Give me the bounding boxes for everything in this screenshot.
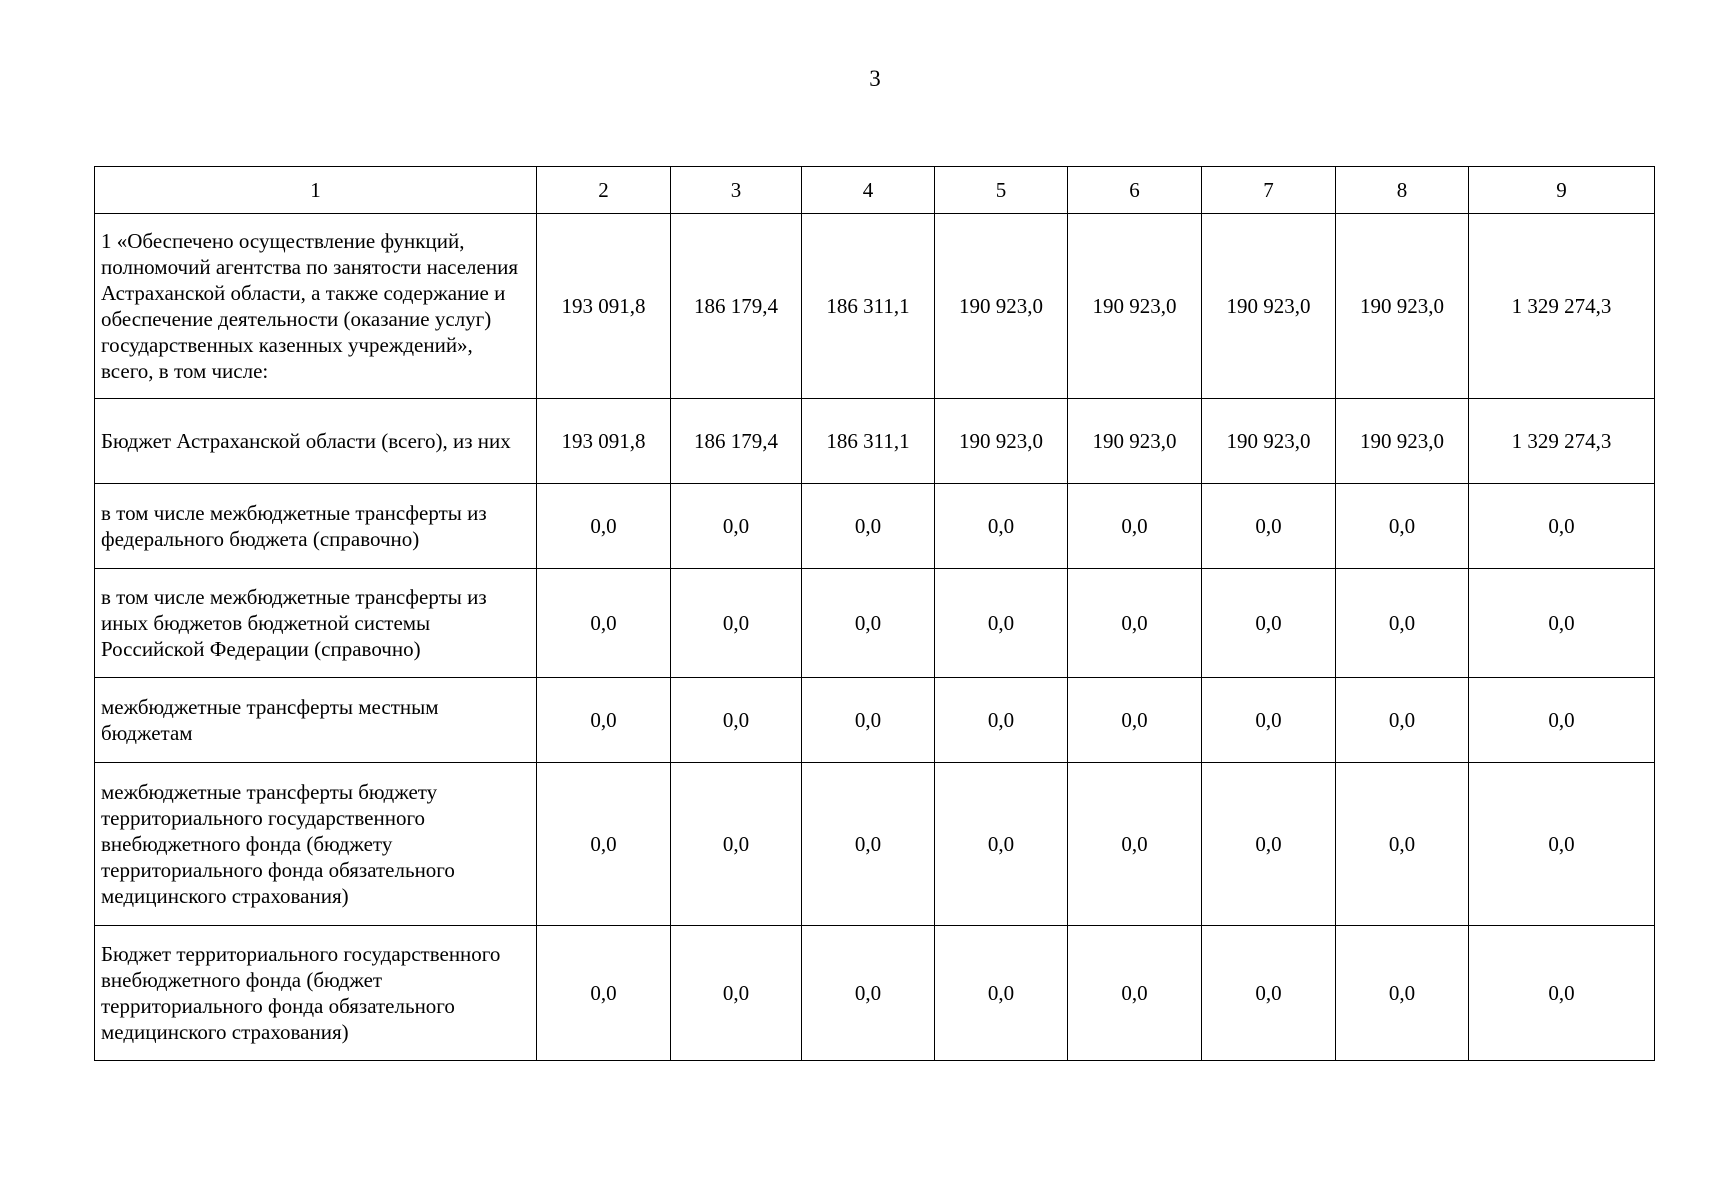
table-cell: 0,0 <box>802 926 935 1061</box>
row-label: Бюджет Астраханской области (всего), из них <box>95 399 537 484</box>
row-label: межбюджетные трансферты местным бюджетам <box>95 678 537 763</box>
table-cell: 186 311,1 <box>802 214 935 399</box>
table-cell: 0,0 <box>802 484 935 569</box>
table-cell: 0,0 <box>537 926 671 1061</box>
table-cell: 0,0 <box>671 763 802 926</box>
table-cell: 0,0 <box>1469 926 1655 1061</box>
table-row <box>95 678 1655 763</box>
budget-table <box>94 166 1655 1061</box>
table-cell: 0,0 <box>1202 926 1336 1061</box>
column-header-2: 2 <box>537 167 671 214</box>
header-row <box>95 167 1655 214</box>
table-cell: 0,0 <box>537 763 671 926</box>
table-cell: 0,0 <box>671 926 802 1061</box>
table-cell: 190 923,0 <box>1202 214 1336 399</box>
row-label: в том числе межбюджетные трансферты из иных бюджетов бюджетной системы Российской Федерации (справочно) <box>95 569 537 678</box>
table-cell: 0,0 <box>1469 484 1655 569</box>
table-cell: 0,0 <box>1068 484 1202 569</box>
table-cell: 0,0 <box>802 763 935 926</box>
table-cell: 1 329 274,3 <box>1469 214 1655 399</box>
page-number: 3 <box>869 66 881 91</box>
table-cell: 186 311,1 <box>802 399 935 484</box>
row-label: Бюджет территориального государственного внебюджетного фонда (бюджет территориального фонда обязательного медицинского страхования) <box>95 926 537 1061</box>
table-cell: 0,0 <box>671 484 802 569</box>
table-cell: 0,0 <box>935 926 1068 1061</box>
table-cell: 190 923,0 <box>1068 214 1202 399</box>
table-cell: 190 923,0 <box>1336 399 1469 484</box>
table-cell: 193 091,8 <box>537 214 671 399</box>
column-header-4: 4 <box>802 167 935 214</box>
table-row <box>95 763 1655 926</box>
table-cell: 0,0 <box>1469 763 1655 926</box>
table-cell: 190 923,0 <box>1202 399 1336 484</box>
column-header-9: 9 <box>1469 167 1655 214</box>
table-cell: 0,0 <box>1068 763 1202 926</box>
table-cell: 186 179,4 <box>671 399 802 484</box>
column-header-8: 8 <box>1336 167 1469 214</box>
table-cell: 0,0 <box>1336 678 1469 763</box>
table-cell: 0,0 <box>537 678 671 763</box>
table-cell: 0,0 <box>1336 484 1469 569</box>
table-cell: 190 923,0 <box>935 399 1068 484</box>
table-cell: 193 091,8 <box>537 399 671 484</box>
table-cell: 0,0 <box>1336 569 1469 678</box>
table-cell: 190 923,0 <box>1068 399 1202 484</box>
table-cell: 0,0 <box>1068 678 1202 763</box>
table-cell: 0,0 <box>802 678 935 763</box>
table-cell: 0,0 <box>935 484 1068 569</box>
table-cell: 0,0 <box>1202 763 1336 926</box>
table-row <box>95 399 1655 484</box>
table-row <box>95 214 1655 399</box>
table-cell: 0,0 <box>671 678 802 763</box>
column-header-7: 7 <box>1202 167 1336 214</box>
table-cell: 0,0 <box>537 484 671 569</box>
table-row <box>95 484 1655 569</box>
column-header-3: 3 <box>671 167 802 214</box>
table-cell: 0,0 <box>1336 926 1469 1061</box>
column-header-6: 6 <box>1068 167 1202 214</box>
row-label: межбюджетные трансферты бюджету территориального государственного внебюджетного фонда (бюджету территориального фонда обязательного медицинского страхования) <box>95 763 537 926</box>
table-cell: 0,0 <box>802 569 935 678</box>
table-cell: 0,0 <box>1336 763 1469 926</box>
table-cell: 0,0 <box>935 763 1068 926</box>
table-cell: 1 329 274,3 <box>1469 399 1655 484</box>
table-cell: 0,0 <box>1068 569 1202 678</box>
row-label: в том числе межбюджетные трансферты из федерального бюджета (справочно) <box>95 484 537 569</box>
column-header-5: 5 <box>935 167 1068 214</box>
table-cell: 190 923,0 <box>1336 214 1469 399</box>
table-cell: 0,0 <box>1469 678 1655 763</box>
table-cell: 0,0 <box>671 569 802 678</box>
row-label: 1 «Обеспечено осуществление функций, полномочий агентства по занятости населения Астраханской области, а также содержание и обеспечение деятельности (оказание услуг) государственных казенных учреждений», всего, в том числе: <box>95 214 537 399</box>
table-row <box>95 569 1655 678</box>
table-cell: 0,0 <box>935 678 1068 763</box>
column-header-1: 1 <box>95 167 537 214</box>
table-cell: 0,0 <box>537 569 671 678</box>
table-cell: 0,0 <box>935 569 1068 678</box>
table-row <box>95 926 1655 1061</box>
table-cell: 0,0 <box>1202 678 1336 763</box>
table-cell: 0,0 <box>1202 569 1336 678</box>
table-cell: 0,0 <box>1469 569 1655 678</box>
table-cell: 190 923,0 <box>935 214 1068 399</box>
table-cell: 0,0 <box>1068 926 1202 1061</box>
table-cell: 186 179,4 <box>671 214 802 399</box>
table-cell: 0,0 <box>1202 484 1336 569</box>
